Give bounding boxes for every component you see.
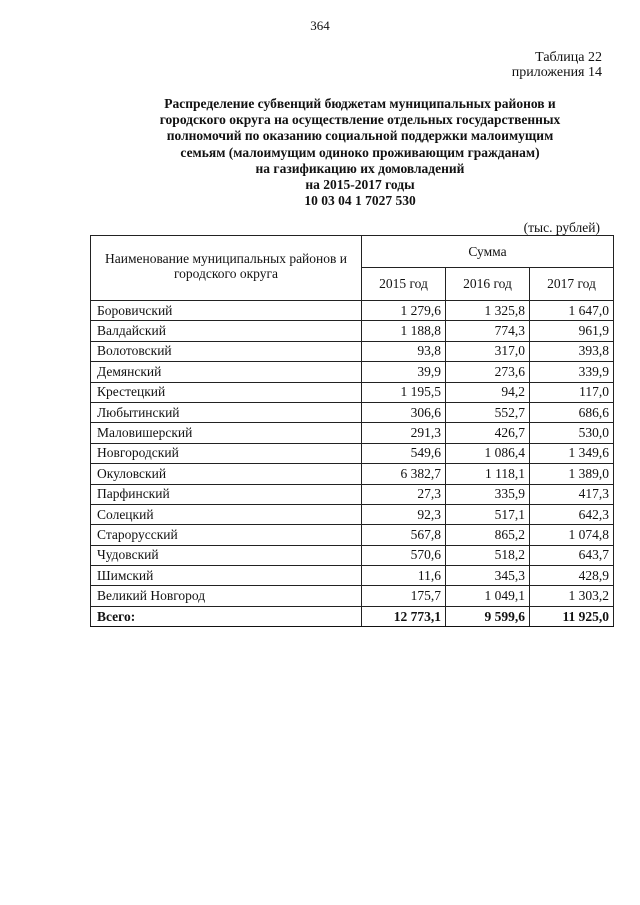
value-2016: 517,1 (446, 504, 530, 524)
value-2017: 530,0 (530, 423, 614, 443)
value-2015: 93,8 (362, 341, 446, 361)
value-2016: 94,2 (446, 382, 530, 402)
value-2016: 345,3 (446, 566, 530, 586)
value-2015: 570,6 (362, 545, 446, 565)
value-2016: 518,2 (446, 545, 530, 565)
title-line: на 2015-2017 годы (305, 177, 415, 193)
table-row (91, 586, 614, 606)
table-row (91, 362, 614, 382)
title-line: Распределение субвенций бюджетам муниципальных районов и (164, 96, 556, 111)
document-title (90, 96, 630, 209)
table-row (91, 402, 614, 422)
district-name: Великий Новгород (91, 586, 362, 606)
value-2015: 6 382,7 (362, 464, 446, 484)
value-2015: 175,7 (362, 586, 446, 606)
district-name: Любытинский (91, 402, 362, 422)
value-2016: 552,7 (446, 402, 530, 422)
table-row (91, 423, 614, 443)
value-2017: 643,7 (530, 545, 614, 565)
value-2017: 642,3 (530, 504, 614, 524)
table-row (91, 321, 614, 341)
total-row (91, 606, 614, 626)
table-row (91, 382, 614, 402)
value-2017: 1 389,0 (530, 464, 614, 484)
title-line: 10 03 04 1 7027 530 (304, 193, 416, 209)
value-2017: 1 647,0 (530, 301, 614, 321)
district-name: Солецкий (91, 504, 362, 524)
total-2016: 9 599,6 (446, 606, 530, 626)
value-2016: 317,0 (446, 341, 530, 361)
value-2016: 774,3 (446, 321, 530, 341)
value-2015: 1 188,8 (362, 321, 446, 341)
units-label: (тыс. рублей) (523, 220, 600, 235)
table-row (91, 464, 614, 484)
value-2015: 549,6 (362, 443, 446, 463)
value-2017: 1 349,6 (530, 443, 614, 463)
district-name: Новгородский (91, 443, 362, 463)
district-name: Боровичский (91, 301, 362, 321)
value-2017: 393,8 (530, 341, 614, 361)
total-label: Всего: (91, 606, 362, 626)
value-2017: 428,9 (530, 566, 614, 586)
value-2015: 1 195,5 (362, 382, 446, 402)
table-reference (512, 50, 602, 80)
value-2015: 1 279,6 (362, 301, 446, 321)
value-2017: 339,9 (530, 362, 614, 382)
table-row (91, 443, 614, 463)
table-body (91, 301, 614, 627)
district-name: Окуловский (91, 464, 362, 484)
table-row (91, 545, 614, 565)
value-2016: 273,6 (446, 362, 530, 382)
value-2015: 11,6 (362, 566, 446, 586)
table-row (91, 566, 614, 586)
value-2016: 1 118,1 (446, 464, 530, 484)
value-2017: 117,0 (530, 382, 614, 402)
value-2015: 306,6 (362, 402, 446, 422)
table-row (91, 484, 614, 504)
value-2017: 1 303,2 (530, 586, 614, 606)
table-row (91, 504, 614, 524)
title-line: на газификацию их домовладений (255, 160, 465, 176)
value-2015: 291,3 (362, 423, 446, 443)
title-line: полномочий по оказанию социальной поддержки малоимущим (166, 128, 554, 144)
table-ref-line2: приложения 14 (511, 65, 602, 80)
value-2016: 1 049,1 (446, 586, 530, 606)
value-2016: 1 325,8 (446, 301, 530, 321)
table-ref-line1: Таблица 22 (535, 50, 602, 65)
district-name: Валдайский (91, 321, 362, 341)
district-name: Демянский (91, 362, 362, 382)
subvention-table (90, 235, 614, 627)
district-name: Чудовский (91, 545, 362, 565)
header-year-2016: 2016 год (446, 267, 530, 300)
value-2017: 686,6 (530, 402, 614, 422)
district-name: Волотовский (91, 341, 362, 361)
value-2015: 39,9 (362, 362, 446, 382)
header-year-2017: 2017 год (530, 267, 614, 300)
header-name: Наименование муниципальных районов и городского округа (91, 236, 362, 301)
page-number: 364 (310, 18, 330, 33)
district-name: Маловишерский (91, 423, 362, 443)
value-2016: 1 086,4 (446, 443, 530, 463)
value-2016: 865,2 (446, 525, 530, 545)
value-2015: 27,3 (362, 484, 446, 504)
total-2015: 12 773,1 (362, 606, 446, 626)
district-name: Парфинский (91, 484, 362, 504)
header-year-2015: 2015 год (362, 267, 446, 300)
table-row (91, 341, 614, 361)
title-line: семьям (малоимущим одиноко проживающим гражданам) (180, 144, 540, 160)
value-2017: 417,3 (530, 484, 614, 504)
district-name: Старорусский (91, 525, 362, 545)
header-sum: Сумма (362, 236, 614, 268)
total-2017: 11 925,0 (530, 606, 614, 626)
value-2016: 426,7 (446, 423, 530, 443)
title-line: городского округа на осуществление отдельных государственных (159, 112, 561, 128)
value-2017: 961,9 (530, 321, 614, 341)
value-2015: 567,8 (362, 525, 446, 545)
value-2015: 92,3 (362, 504, 446, 524)
value-2017: 1 074,8 (530, 525, 614, 545)
district-name: Шимский (91, 566, 362, 586)
table-row (91, 525, 614, 545)
table-row (91, 301, 614, 321)
value-2016: 335,9 (446, 484, 530, 504)
district-name: Крестецкий (91, 382, 362, 402)
